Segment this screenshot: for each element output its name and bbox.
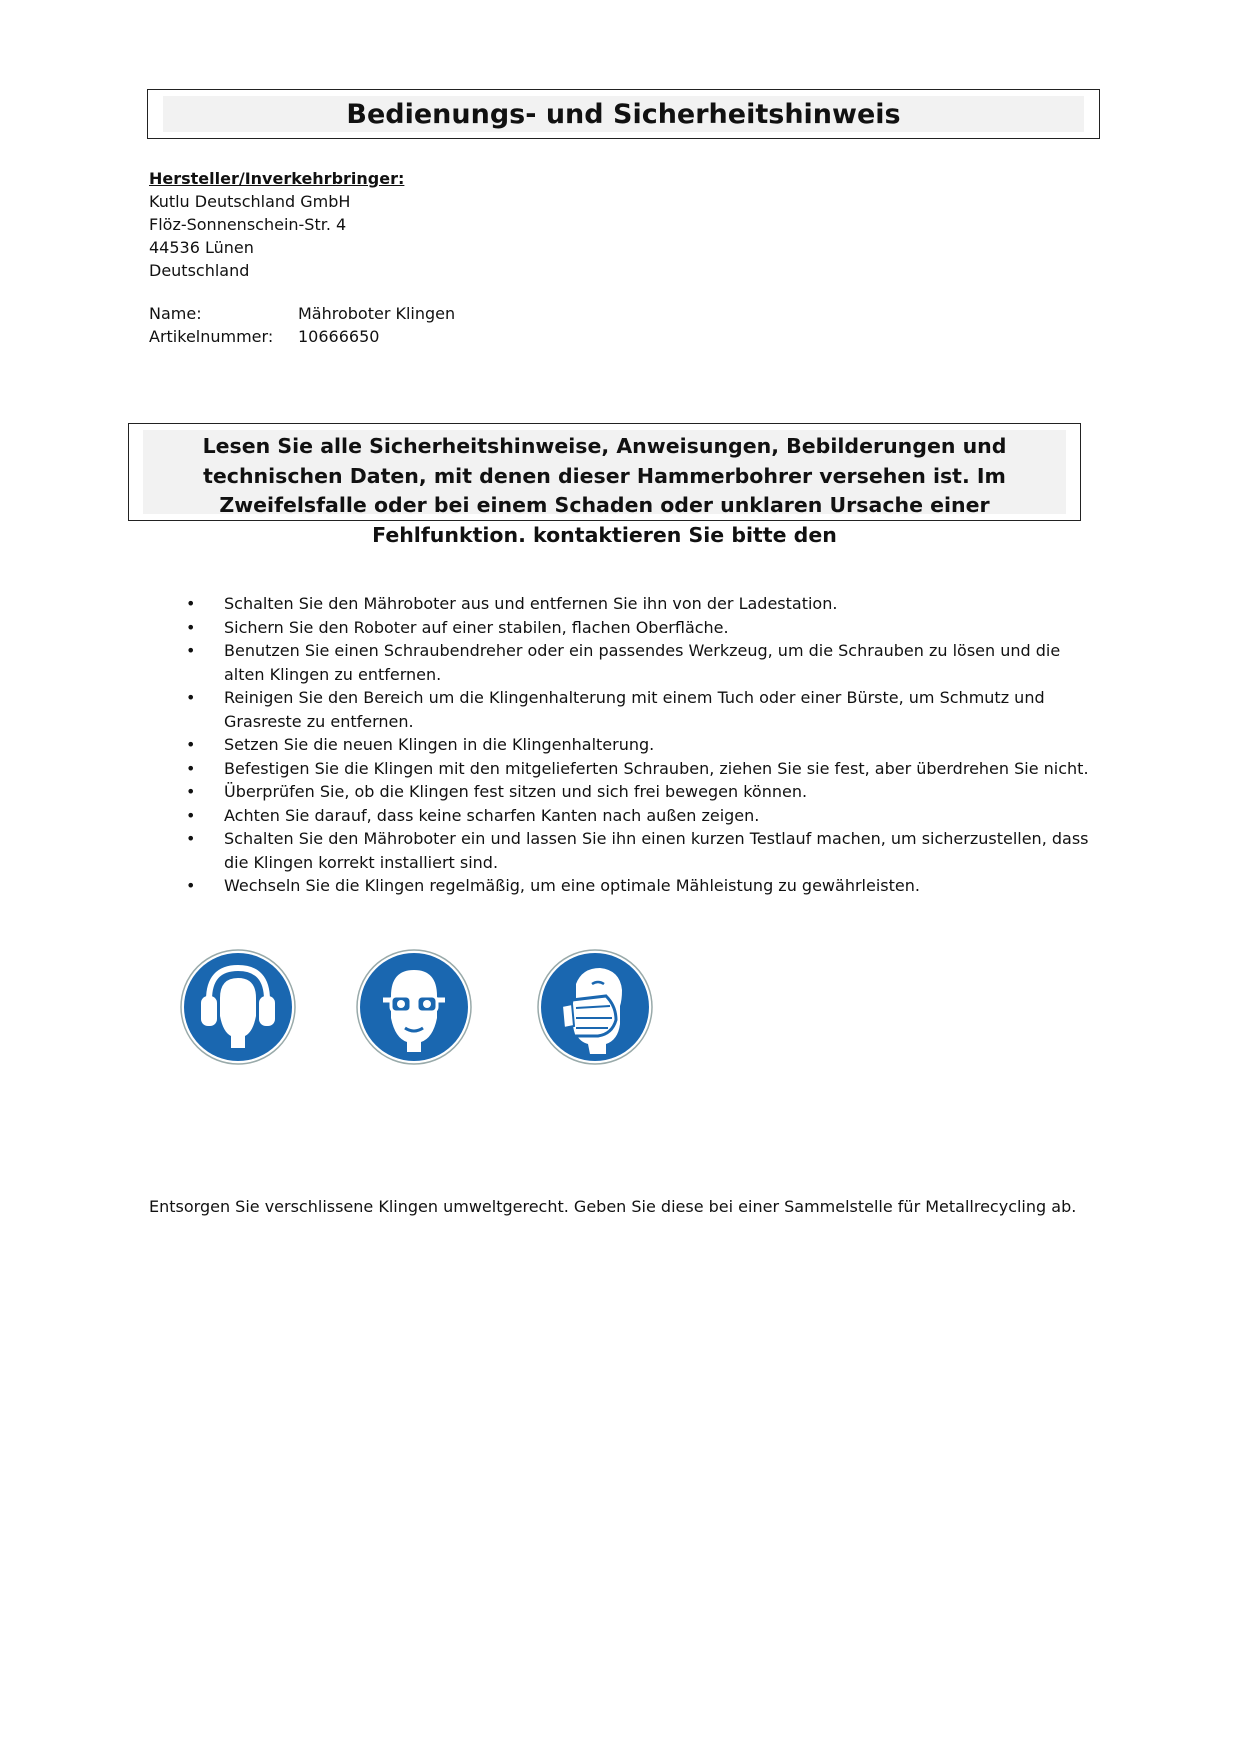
bullet-icon: • [186,688,196,707]
page-title: Bedienungs- und Sicherheitshinweis [346,98,901,130]
manufacturer-block [149,167,404,282]
article-number-value: 10666650 [298,327,380,346]
list-item-text: Befestigen Sie die Klingen mit den mitgelieferten Schrauben, ziehen Sie sie fest, aber überdrehen Sie nicht. [224,758,1089,778]
product-name-row [149,302,455,325]
hearing-protection-icon [179,948,297,1066]
list-item-text: Setzen Sie die neuen Klingen in die Klingenhalterung. [224,735,655,754]
bullet-icon: • [186,758,196,778]
manufacturer-city: 44536 Lünen [149,238,254,257]
manufacturer-country: Deutschland [149,261,250,280]
bullet-icon: • [186,782,196,801]
safety-notice-box [128,423,1081,547]
list-item-text: Wechseln Sie die Klingen regelmäßig, um eine optimale Mähleistung zu gewährleisten. [224,876,920,895]
list-item [182,874,1102,898]
bullet-icon: • [186,617,196,637]
list-item [182,827,1102,874]
list-item-text: Achten Sie darauf, dass keine scharfen Kanten nach außen zeigen. [224,805,760,825]
bullet-icon: • [186,876,196,895]
list-item-text: Überprüfen Sie, ob die Klingen fest sitzen und sich frei bewegen können. [224,782,808,801]
product-info [149,302,455,348]
article-number-label: Artikelnummer: [149,327,274,346]
list-item [182,592,1102,616]
list-item-text: Schalten Sie den Mähroboter aus und entfernen Sie ihn von der Ladestation. [224,594,838,613]
bullet-icon: • [186,641,196,660]
title-banner [163,96,1084,132]
list-item-text: Sichern Sie den Roboter auf einer stabilen, flachen Oberfläche. [224,617,729,637]
face-mask-sign [536,948,654,1066]
list-item-text: Benutzen Sie einen Schraubendreher oder ein passendes Werkzeug, um die Schrauben zu lösen und die alten Klingen zu entfernen. [224,641,1061,684]
list-item [182,639,1102,686]
list-item [182,733,1102,757]
list-item [182,686,1102,733]
safety-notice-text: Lesen Sie alle Sicherheitshinweise, Anweisungen, Bebilderungen und technischen Daten, mit denen dieser Hammerbohrer versehen ist. Im Zweifelsfalle oder bei einem Schaden oder unklaren Ursache einer Fehlfunktion. kontaktieren Sie bitte den [202,434,1007,547]
eye-protection-sign [355,948,473,1066]
safety-notice-banner [143,430,1066,547]
manufacturer-heading: Hersteller/Inverkehrbringer: [149,169,405,188]
product-name-value: Mähroboter Klingen [298,304,456,323]
list-item [182,780,1102,804]
article-number-row [149,325,455,348]
list-item-text: Reinigen Sie den Bereich um die Klingenhalterung mit einem Tuch oder einer Bürste, um Schmutz und Grasreste zu entfernen. [224,688,1045,731]
product-name-label: Name: [149,304,202,323]
list-item [182,804,1102,828]
title-box [147,89,1100,139]
manufacturer-company: Kutlu Deutschland GmbH [149,192,351,211]
list-item [182,616,1102,640]
face-mask-icon [536,948,654,1066]
bullet-icon: • [186,829,196,848]
eye-protection-icon [355,948,473,1066]
list-item [182,757,1102,781]
bullet-icon: • [186,735,196,754]
hearing-protection-sign [179,948,297,1066]
bullet-icon: • [186,805,196,825]
instruction-list [182,592,1102,898]
list-item-text: Schalten Sie den Mähroboter ein und lassen Sie ihn einen kurzen Testlauf machen, um sicherzustellen, dass die Klingen korrekt installiert sind. [224,829,1089,872]
bullet-icon: • [186,594,196,613]
disposal-note: Entsorgen Sie verschlissene Klingen umweltgerecht. Geben Sie diese bei einer Sammelstelle für Metallrecycling ab. [149,1197,1077,1216]
manufacturer-street: Flöz-Sonnenschein-Str. 4 [149,215,347,234]
